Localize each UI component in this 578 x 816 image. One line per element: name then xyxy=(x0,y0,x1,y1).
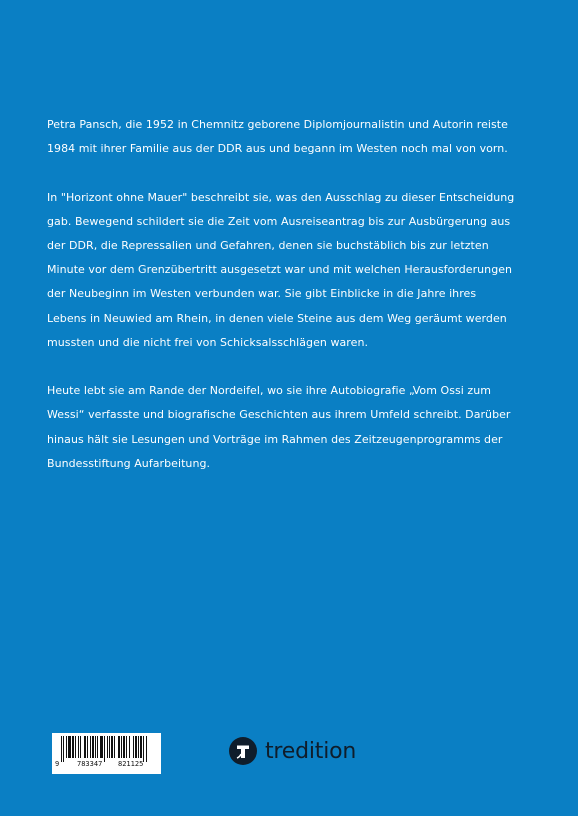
publisher-name: tredition xyxy=(265,738,357,764)
barcode-bar xyxy=(118,736,120,758)
barcode-digits xyxy=(52,760,161,772)
barcode-bar xyxy=(97,736,98,758)
blurb-paragraph-book: In "Horizont ohne Mauer" beschreibt sie, was den Ausschlag zu dieser Entscheidung gab. Bewegend schildert sie die Zeit vom Ausreiseantrag bis zur Ausbürgerung aus der DDR, die Repressalien und Gefahren, denen sie buchstäblich bis zur letzten Minute vor dem Grenzübertritt ausgesetzt war und mit welchen Herausforderungen der Neubeginn im Westen verbunden war. Sie gibt Einblicke in die Jahre ihres Lebens in Neuwied am Rhein, in denen viele Steine aus dem Weg geräumt werden mussten und die nicht frei von Schicksalsschlägen waren. xyxy=(47,190,515,349)
barcode-bar xyxy=(72,736,74,758)
barcode-bar xyxy=(123,736,125,758)
barcode-bar xyxy=(104,736,105,762)
blurb-paragraph-author: Petra Pansch, die 1952 in Chemnitz geborene Diplomjournalistin und Autorin reiste 1984 mit ihrer Familie aus der DDR aus und begann im Westen noch mal von vorn. xyxy=(47,118,508,156)
barcode-digits-left: 783347 xyxy=(77,760,103,768)
barcode-bar xyxy=(75,736,76,758)
barcode-bar xyxy=(135,736,137,758)
barcode-bar xyxy=(92,736,94,758)
barcode-bar xyxy=(121,736,122,758)
publisher-logo xyxy=(229,736,356,766)
barcode-bar xyxy=(143,736,144,762)
barcode-bar xyxy=(114,736,115,758)
barcode-bar xyxy=(78,736,79,758)
barcode-bar xyxy=(84,736,86,758)
barcode-bar xyxy=(138,736,139,758)
barcode-bar xyxy=(61,736,62,762)
barcode-bar xyxy=(80,736,81,758)
barcode-bar xyxy=(100,736,103,758)
blurb-paragraph-today: Heute lebt sie am Rande der Nordeifel, wo sie ihre Autobiografie „Vom Ossi zum Wessi“ verfasste und biografische Geschichten aus ihrem Umfeld schreibt. Darüber hinaus hält sie Lesungen und Vorträge im Rahmen des Zeitzeugenprogramms der Bundesstiftung Aufarbeitung. xyxy=(47,384,511,470)
barcode-digit-first: 9 xyxy=(55,760,60,768)
barcode-digits-right: 821125 xyxy=(118,760,144,768)
barcode-bar xyxy=(68,736,71,758)
barcode-bar xyxy=(109,736,110,758)
barcode-bar xyxy=(66,736,67,758)
barcode-bar xyxy=(140,736,142,758)
barcode-bar xyxy=(90,736,91,758)
barcode-bar xyxy=(63,736,64,762)
tredition-logo-icon xyxy=(229,737,257,765)
barcode-bar xyxy=(111,736,113,758)
barcode-bar xyxy=(129,736,130,758)
barcode-bar xyxy=(146,736,147,762)
blurb-text xyxy=(47,113,517,500)
barcode-bars xyxy=(52,733,161,762)
barcode-bar xyxy=(87,736,88,758)
barcode-bar xyxy=(126,736,127,758)
barcode-bar xyxy=(107,736,108,758)
isbn-barcode xyxy=(52,733,161,774)
barcode-bar xyxy=(133,736,134,758)
barcode-bar xyxy=(95,736,96,758)
